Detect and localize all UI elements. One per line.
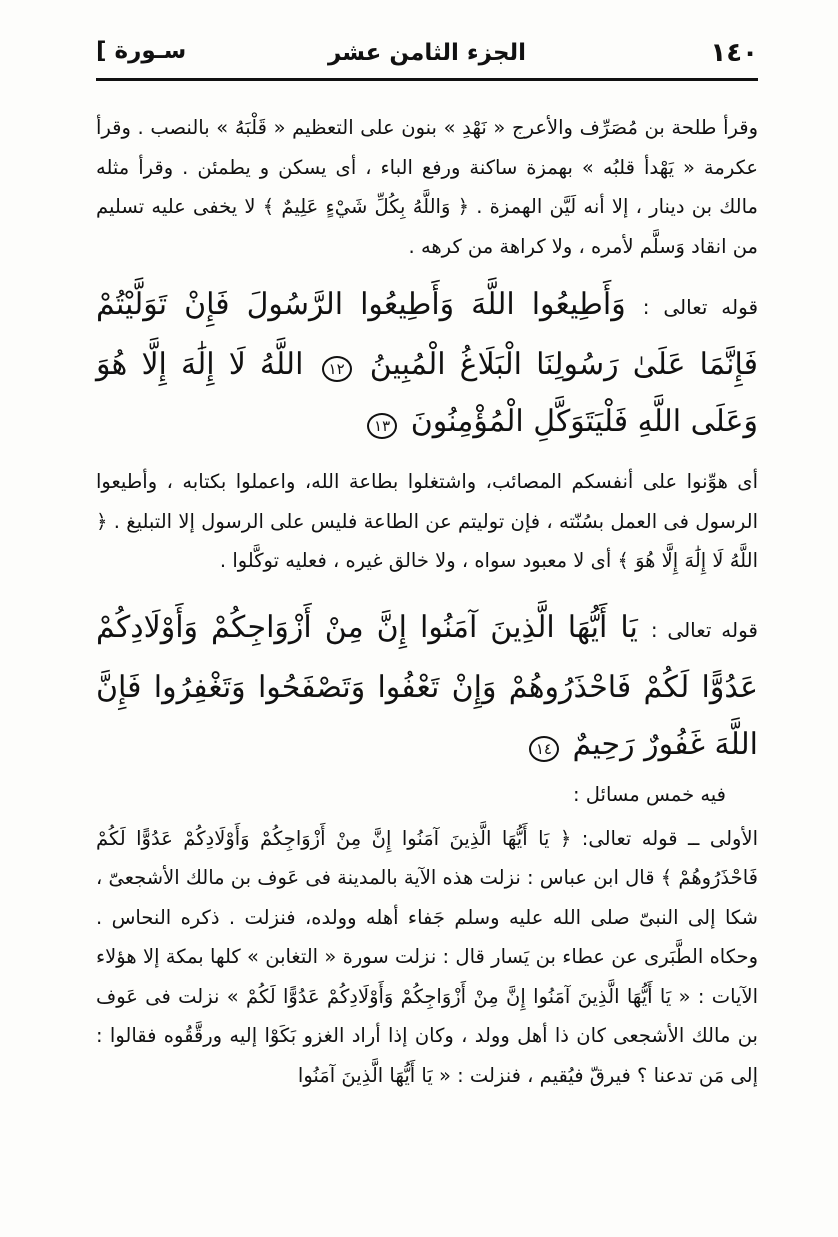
verse-number-14: ١٤ <box>529 736 559 762</box>
quran-verse-block-2 <box>96 599 758 773</box>
commentary-paragraph-3: الأولى ــ قوله تعالى: ﴿ يَا أَيُّهَا الَّذِينَ آمَنُوا إِنَّ مِنْ أَزْوَاجِكُمْ وَأَوْلَادِكُمْ عَدُوًّا لَكُمْ فَاحْذَرُوهُمْ ﴾ قال ابن عباس : نزلت هذه الآية بالمدينة فى عَوف بن مالك الأشجعىّ ، شكا إلى النبىّ صلى الله عليه وسلم جَفاء أهله وولده، فنزلت . ذكره النحاس . وحكاه الطَّبَرى عن عطاء بن يَسار قال : نزلت سورة « التغابن » كلها بمكة إلا هؤلاء الآيات : « يَا أَيُّهَا الَّذِينَ آمَنُوا إِنَّ مِنْ أَزْوَاجِكُمْ وَأَوْلَادِكُمْ عَدُوًّا لَكُمْ » نزلت فى عَوف بن مالك الأشجعى كان ذا أهل وولد ، وكان إذا أراد الغزو بَكَوْا إليه ورقَّقُوه فقالوا : إلى مَن تدعنا ؟ فيرقّ فيُقيم ، فنزلت : « يَا أَيُّهَا الَّذِينَ آمَنُوا <box>96 826 758 1087</box>
running-header <box>96 38 758 78</box>
verse-number-13: ١٣ <box>367 413 397 439</box>
page-number: ١٤٠ <box>710 38 758 68</box>
header-rule <box>96 78 758 81</box>
quran-verse-block-1 <box>96 276 758 450</box>
surah-label: سـورة ] <box>96 38 187 64</box>
verse-text-14: يَا أَيُّهَا الَّذِينَ آمَنُوا إِنَّ مِنْ أَزْوَاجِكُمْ وَأَوْلَادِكُمْ عَدُوًّا لَكُمْ فَاحْذَرُوهُمْ وَإِنْ تَعْفُوا وَتَصْفَحُوا وَتَغْفِرُوا فَإِنَّ اللَّهَ غَفُورٌ رَحِيمٌ <box>96 609 758 762</box>
part-title: الجزء الثامن عشر <box>327 40 527 66</box>
commentary-paragraph-1: وقرأ طلحة بن مُصَرِّف والأعرج « نَهْدِ » بنون على التعظيم « قَلْبَهُ » بالنصب . وقرأ عكرمة « يَهْدأ قلبُه » بهمزة ساكنة ورفع الباء ، أى يسكن و يطمئن . وقرأ مثله مالك بن دينار ، إلا أنه لَيَّن الهمزة . ﴿ وَاللَّهُ بِكُلِّ شَيْءٍ عَلِيمٌ ﴾ لا يخفى عليه تسليم من انقاد وَسلَّم لأمره ، ولا كراهة من كرهه . <box>96 116 758 258</box>
verse-lead-1: قوله تعالى : <box>642 295 759 319</box>
commentary-paragraph-2: أى هوِّنوا على أنفسكم المصائب، واشتغلوا بطاعة الله، واعملوا بكتابه ، وأطيعوا الرسول فى العمل بسُنّته ، فإن توليتم عن الطاعة فليس على الرسول إلا التبليغ . ﴿ اللَّهُ لَا إِلَٰهَ إِلَّا هُوَ ﴾ أى لا معبود سواه ، ولا خالق غيره ، فعليه توكَّلوا . <box>96 470 758 572</box>
verse-text-12: وَأَطِيعُوا اللَّهَ وَأَطِيعُوا الرَّسُولَ فَإِنْ تَوَلَّيْتُمْ فَإِنَّمَا عَلَىٰ رَسُولِنَا الْبَلَاغُ الْمُبِينُ <box>96 287 758 382</box>
verse-text-13: اللَّهُ لَا إِلَٰهَ إِلَّا هُوَ وَعَلَى اللَّهِ فَلْيَتَوَكَّلِ الْمُؤْمِنُونَ <box>96 347 758 439</box>
verse-lead-2: قوله تعالى : <box>650 617 758 642</box>
verse-number-12: ١٢ <box>322 356 352 382</box>
page-body <box>96 108 758 1095</box>
section-heading: فيه خمس مسائل : <box>573 782 726 806</box>
